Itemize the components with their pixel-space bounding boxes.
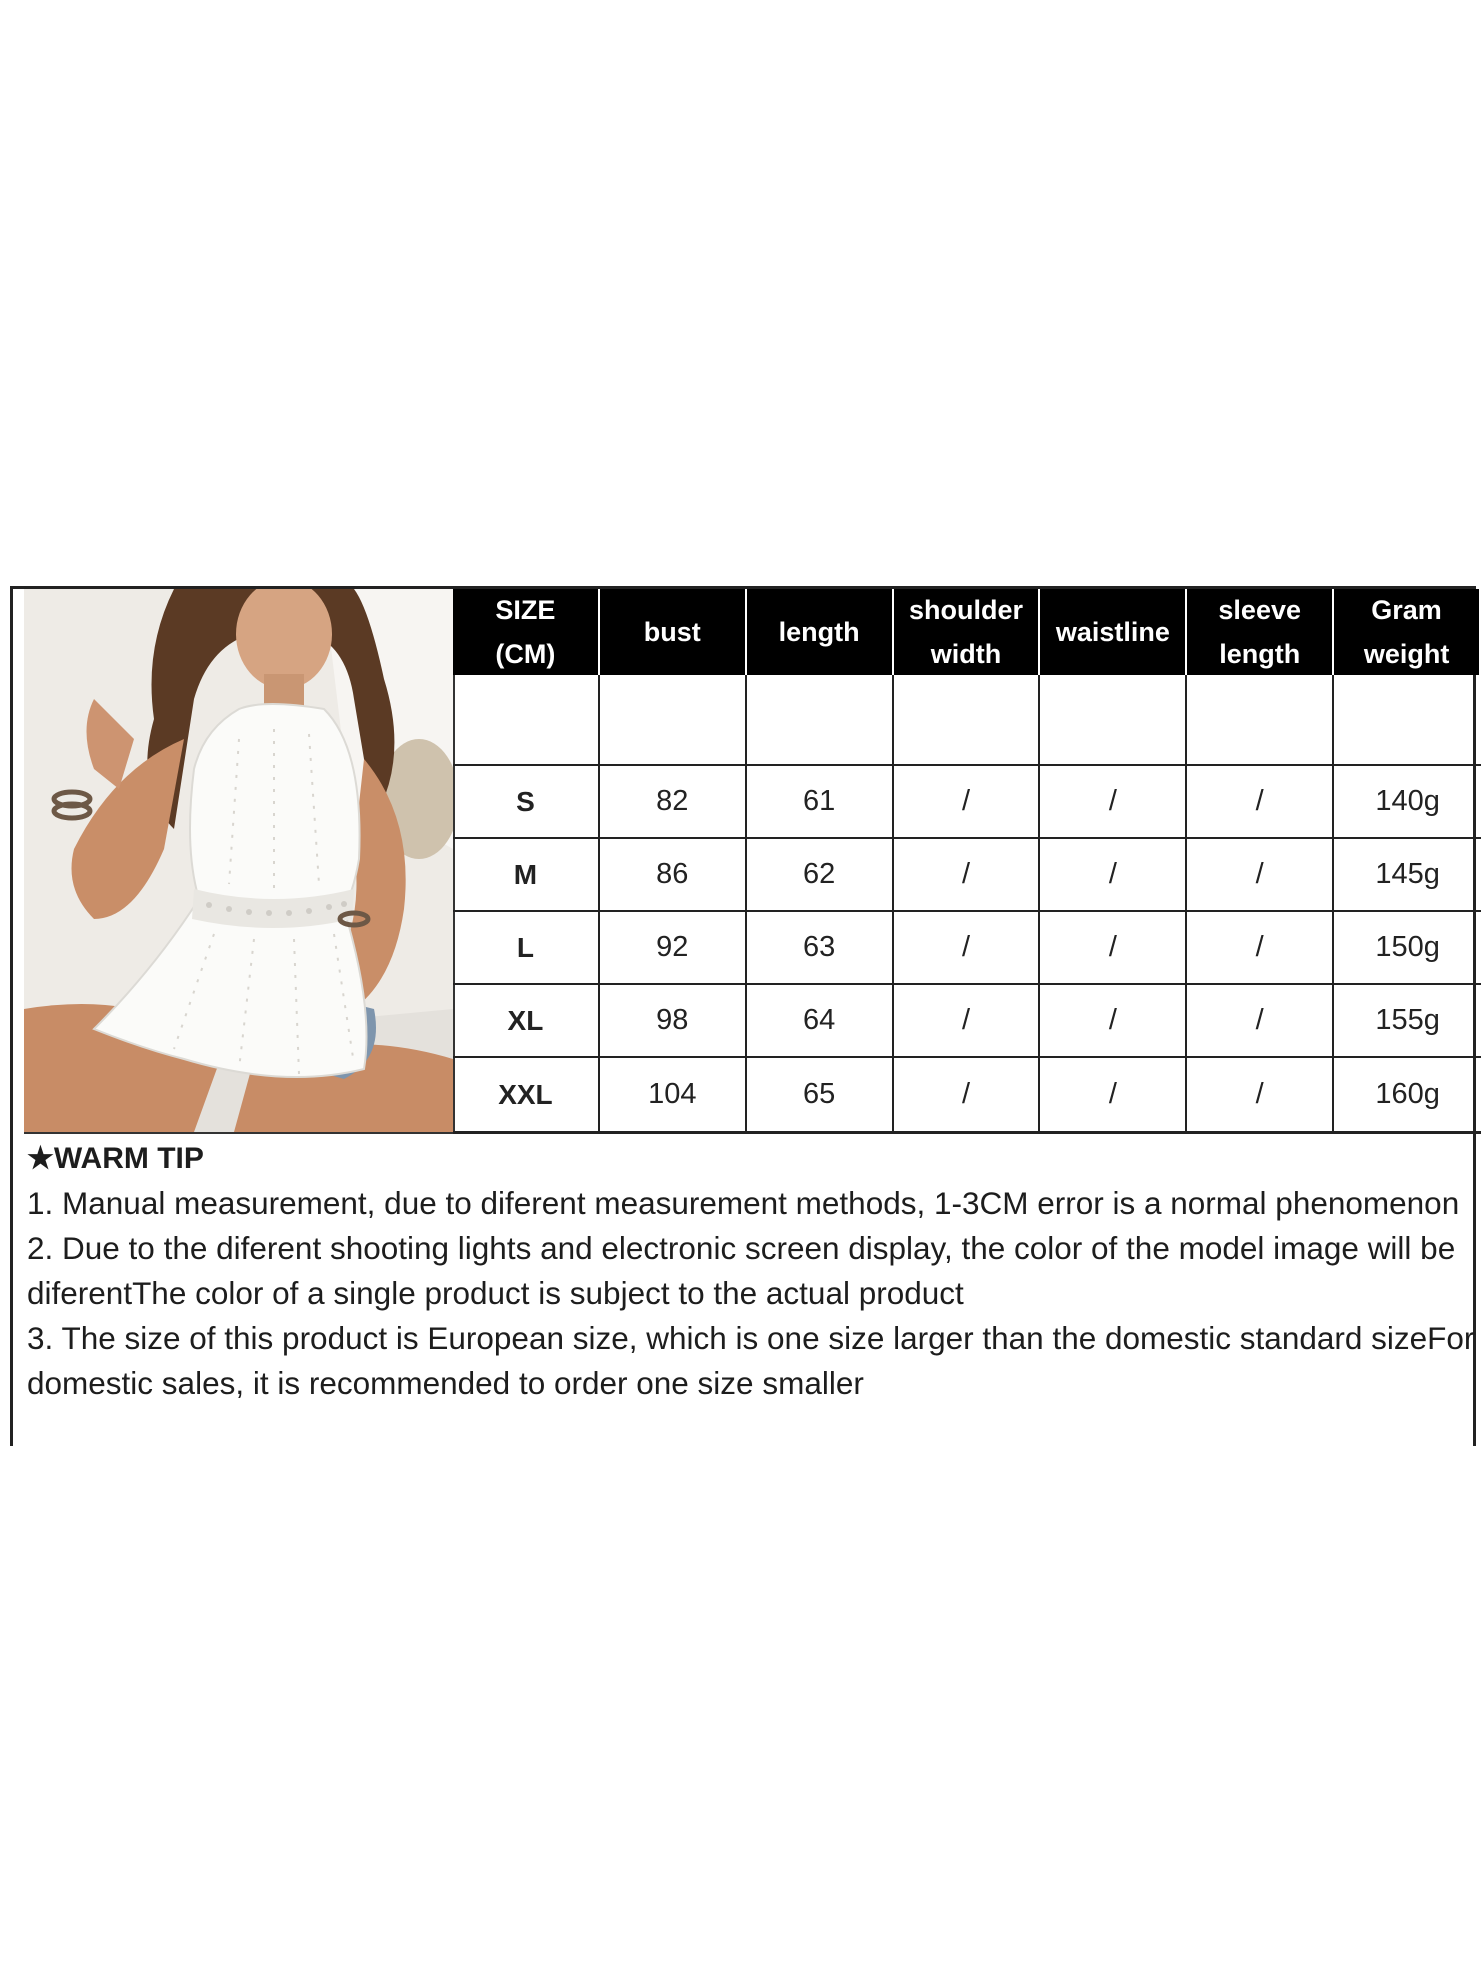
warm-tip-line-1: 1. Manual measurement, due to diferent measurement methods, 1-3CM error is a normal phenomenon — [27, 1185, 1460, 1221]
table-cell: / — [1187, 1058, 1334, 1131]
product-photo — [24, 589, 455, 1134]
table-cell: / — [1040, 839, 1187, 912]
table-cell: / — [894, 985, 1041, 1058]
table-cell: 98 — [600, 985, 747, 1058]
header-shoulder-width: shoulder width — [894, 589, 1041, 675]
table-cell: 65 — [747, 1058, 894, 1131]
table-cell: 63 — [747, 912, 894, 985]
table-cell — [1334, 675, 1481, 766]
table-cell: 82 — [600, 766, 747, 839]
table-cell: / — [1040, 1058, 1187, 1131]
table-cell — [453, 675, 600, 766]
table-cell-size: S — [453, 766, 600, 839]
table-cell: / — [1040, 985, 1187, 1058]
table-cell: / — [1187, 766, 1334, 839]
warm-tip-line-2: 2. Due to the diferent shooting lights and electronic screen display, the color of the model image will be diferentThe color of a single product is subject to the actual product — [27, 1230, 1456, 1311]
table-cell: / — [894, 839, 1041, 912]
warm-tip-line-3: 3. The size of this product is European size, which is one size larger than the domestic standard sizeFor domestic sales, it is recommended to order one size smaller — [27, 1320, 1475, 1401]
table-cell: 140g — [1334, 766, 1481, 839]
warm-tip-title: ★WARM TIP — [27, 1142, 204, 1175]
size-chart — [10, 586, 1476, 1446]
table-cell-size: L — [453, 912, 600, 985]
header-sleeve-length: sleeve length — [1187, 589, 1334, 675]
table-cell: 62 — [747, 839, 894, 912]
table-cell: 145g — [1334, 839, 1481, 912]
warm-tip-section — [27, 1136, 1475, 1406]
table-cell-size: XXL — [453, 1058, 600, 1131]
header-size: SIZE (CM) — [453, 589, 600, 675]
table-cell: 61 — [747, 766, 894, 839]
table-cell: 150g — [1334, 912, 1481, 985]
table-cell: / — [1187, 912, 1334, 985]
header-waistline: waistline — [1040, 589, 1187, 675]
table-cell — [747, 675, 894, 766]
size-table — [453, 589, 1481, 1134]
header-length: length — [747, 589, 894, 675]
table-cell — [600, 675, 747, 766]
table-cell: / — [894, 912, 1041, 985]
table-cell: 64 — [747, 985, 894, 1058]
table-cell: / — [1040, 912, 1187, 985]
table-cell — [894, 675, 1041, 766]
table-cell: 160g — [1375, 1078, 1440, 1110]
table-cell: / — [894, 1058, 1041, 1131]
table-cell — [1040, 675, 1187, 766]
table-cell: / — [1040, 766, 1187, 839]
table-cell: / — [1187, 839, 1334, 912]
table-cell: / — [1187, 985, 1334, 1058]
table-cell: 86 — [600, 839, 747, 912]
table-cell: 92 — [600, 912, 747, 985]
table-cell: 155g — [1334, 985, 1481, 1058]
table-cell: 104 — [600, 1058, 747, 1131]
model-image — [24, 589, 453, 1132]
table-cell-size: XL — [453, 985, 600, 1058]
table-cell-size: M — [453, 839, 600, 912]
header-gram-weight: Gram weight — [1334, 589, 1481, 675]
table-cell — [1187, 675, 1334, 766]
table-cell: / — [894, 766, 1041, 839]
header-bust: bust — [600, 589, 747, 675]
